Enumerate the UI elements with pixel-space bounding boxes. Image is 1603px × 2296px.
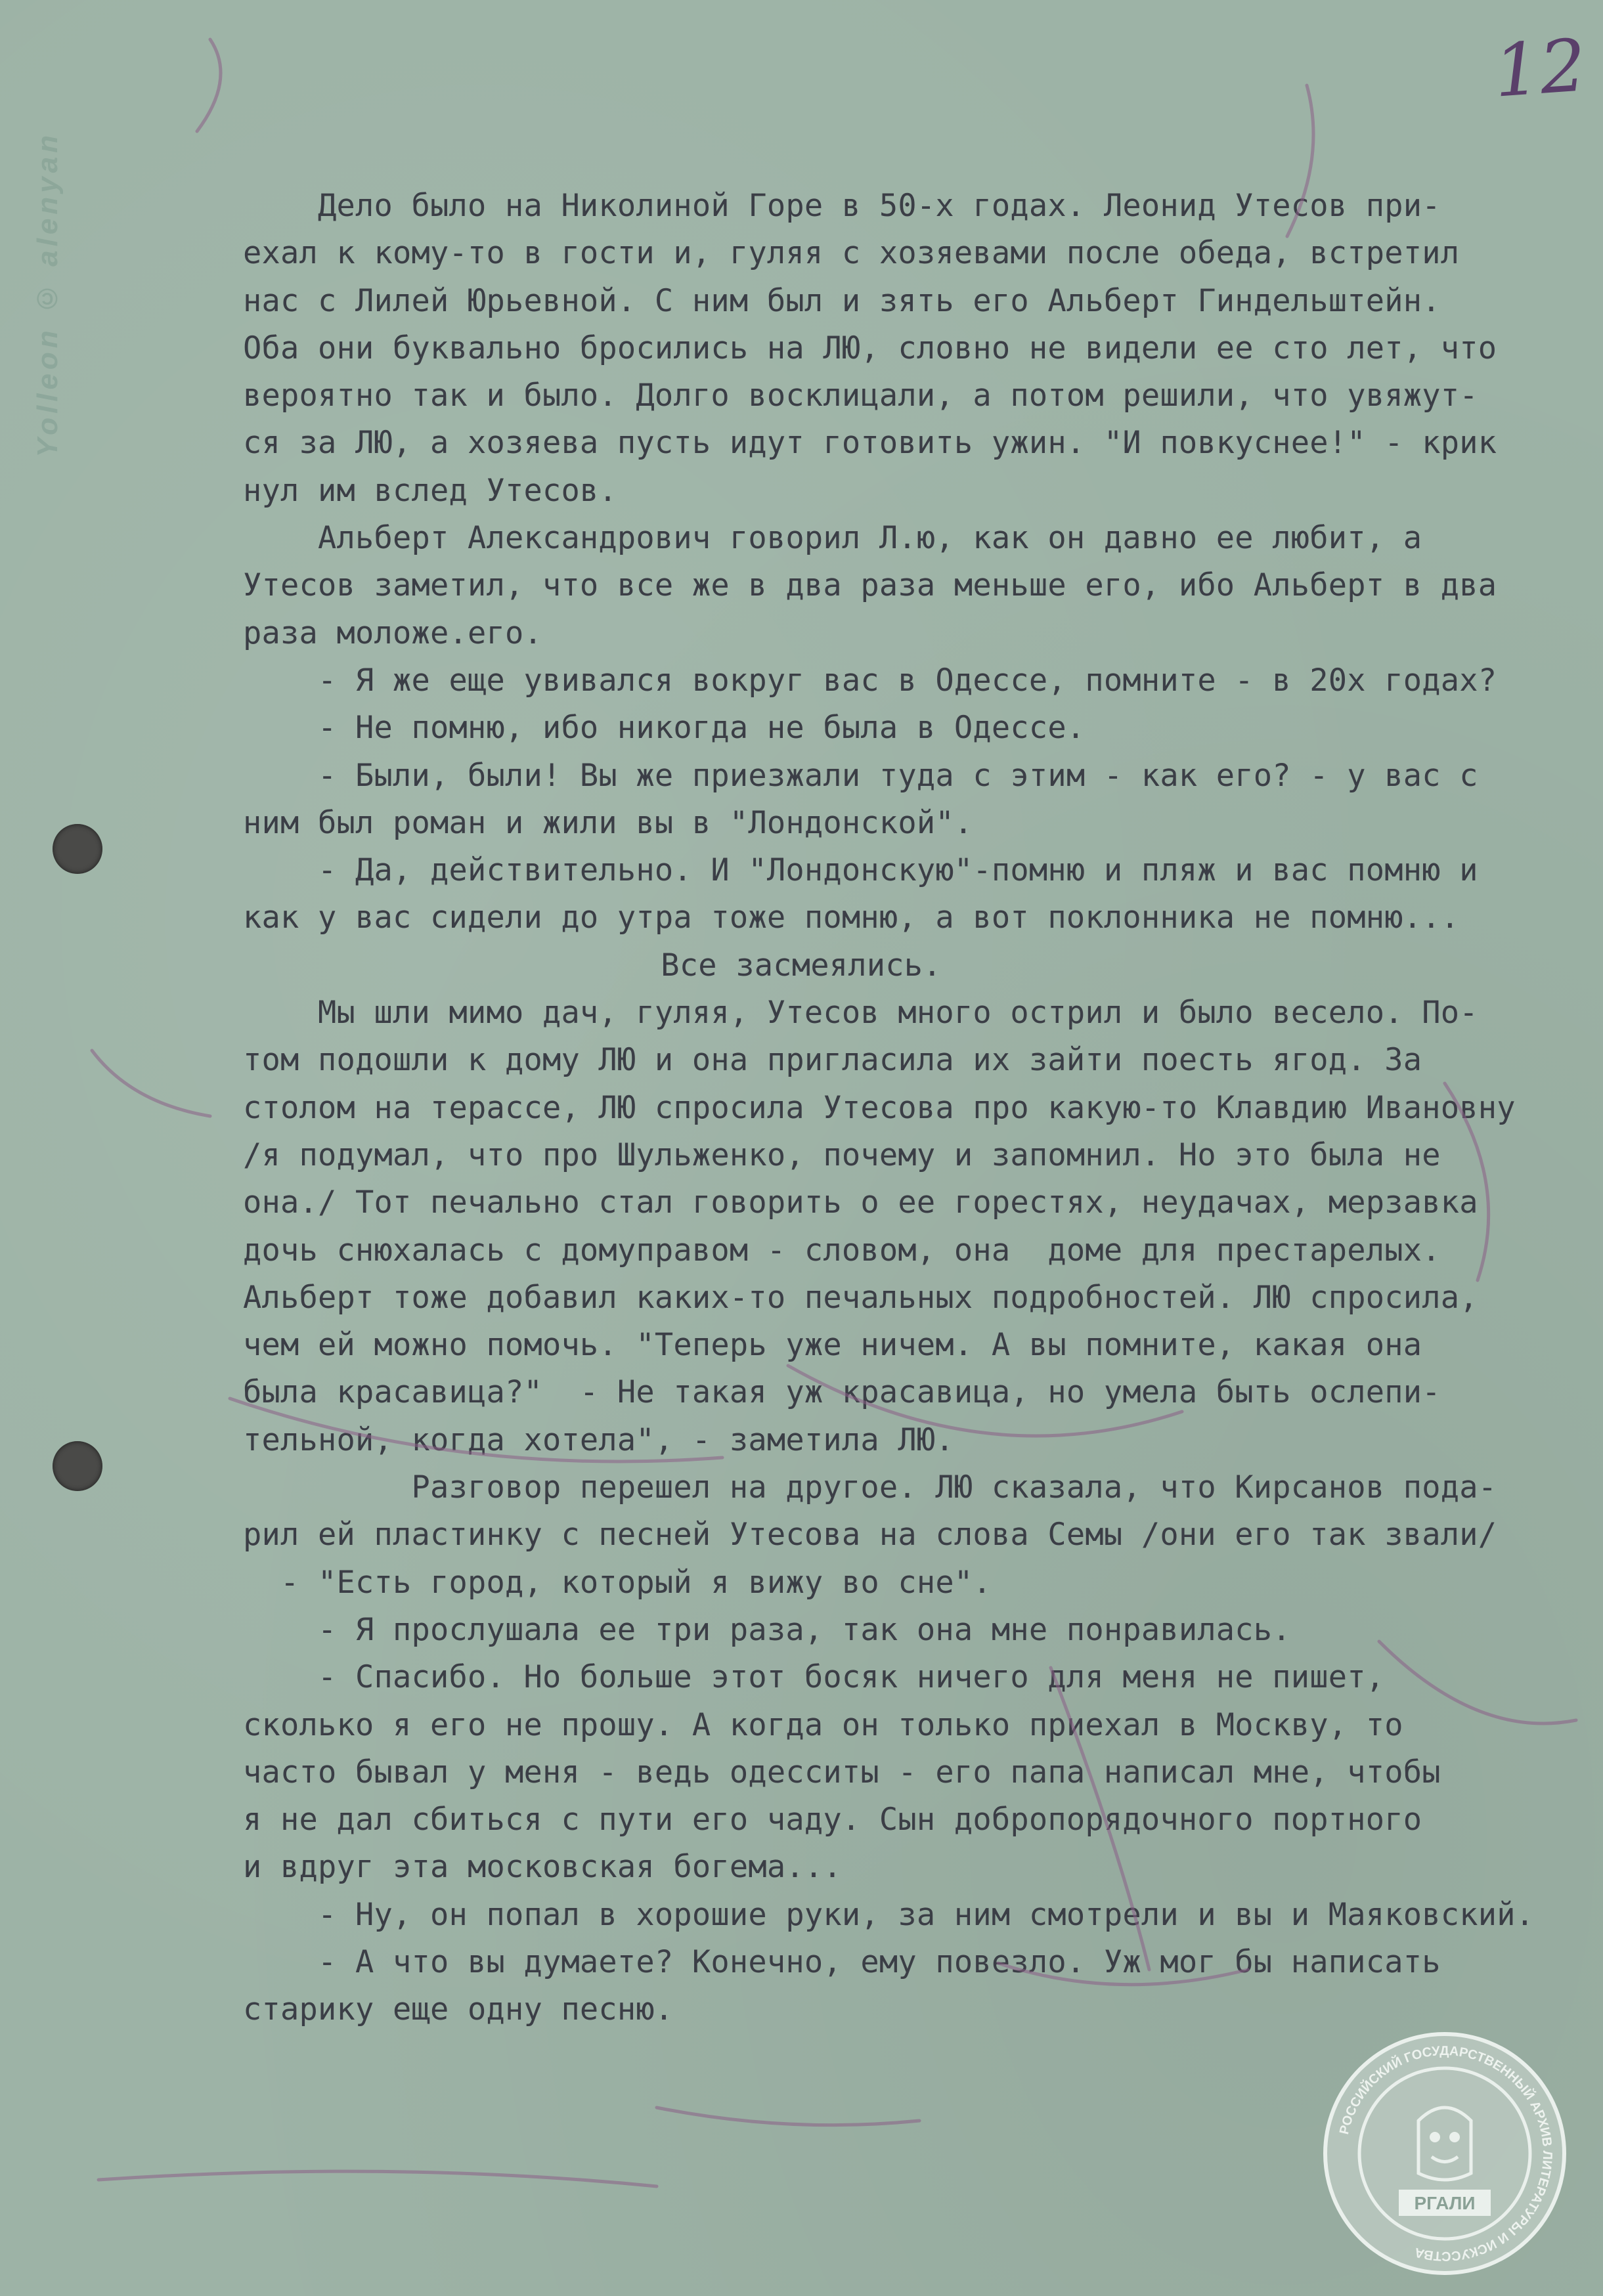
archive-stamp-seal [1320,2029,1570,2278]
text-line: - Я же еще увивался вокруг вас в Одессе, помните - в 20х годах? [243,662,1497,699]
stamp-label: РГАЛИ [1414,2193,1476,2213]
text-line: нас с Лилей Юрьевной. С ним был и зять его Альберт Гиндельштейн. [243,282,1441,319]
text-line: Утесов заметил, что все же в два раза меньше его, ибо Альберт в два [243,567,1497,604]
text-line: ся за ЛЮ, а хозяева пусть идут готовить ужин. "И повкуснее!" - крик [243,425,1497,462]
text-line: тельной, когда хотела", - заметила ЛЮ. [243,1421,954,1458]
text-line: - Спасибо. Но больше этот босяк ничего для меня не пишет, [243,1659,1385,1696]
text-line: /я подумал, что про Шульженко, почему и запомнил. Но это была не [243,1137,1441,1173]
text-line: чем ей можно помочь. "Теперь уже ничем. А вы помните, какая она [243,1327,1422,1364]
text-line: Дело было на Николиной Горе в 50-х годах. Леонид Утесов при- [243,188,1441,224]
text-line: - "Есть город, который я вижу во сне". [243,1564,992,1601]
text-line: сколько я его не прошу. А когда он только приехал в Москву, то [243,1706,1403,1743]
text-line: я не дал сбиться с пути его чаду. Сын добропорядочного портного [243,1802,1422,1838]
text-line: - Ну, он попал в хорошие руки, за ним смотрели и вы и Маяковский. [243,1896,1535,1933]
text-line: том подошли к дому ЛЮ и она пригласила их зайти поесть ягод. За [243,1042,1422,1079]
punch-hole-top [53,824,102,874]
text-line: раза моложе.его. [243,615,542,651]
text-line: часто бывал у меня - ведь одесситы - его папа написал мне, чтобы [243,1754,1441,1790]
text-line-centered: Все засмеялись. [661,947,942,984]
text-line: и вдруг эта московская богема... [243,1849,842,1886]
text-line: - Были, были! Вы же приезжали туда с этим - как его? - у вас с [243,757,1478,794]
text-line: столом на терассе, ЛЮ спросила Утесова про какую-то Клавдию Ивановну [243,1089,1516,1126]
text-line: Мы шли мимо дач, гуляя, Утесов много острил и было весело. По- [243,995,1478,1031]
text-line: - А что вы думаете? Конечно, ему повезло. Уж мог бы написать [243,1943,1441,1980]
punch-hole-bottom [53,1441,102,1491]
text-line: она./ Тот печально стал говорить о ее горестях, неудачах, мерзавка [243,1184,1478,1221]
text-line: - Я прослушала ее три раза, так она мне понравилась. [243,1611,1291,1648]
page-number: 12 [1491,23,1589,114]
text-line: - Не помню, ибо никогда не была в Одессе. [243,710,1086,747]
typed-text-body [243,183,1583,2034]
stamp-ring-text: РОССИЙСКИЙ ГОСУДАРСТВЕННЫЙ АРХИВ ЛИТЕРАТУРЫ И ИСКУССТВА [1336,2043,1555,2264]
text-line: Альберт тоже добавил каких-то печальных подробностей. ЛЮ спросила, [243,1279,1478,1316]
text-line: Разговор перешел на другое. ЛЮ сказала, что Кирсанов пода- [243,1469,1497,1506]
text-line: Альберт Александрович говорил Л.ю, как он давно ее любит, а [243,520,1422,557]
text-line: нул им вслед Утесов. [243,472,617,509]
text-line: ехал к кому-то в гости и, гуляя с хозяевами после обеда, встретил [243,235,1460,272]
text-line: вероятно так и было. Долго восклицали, а потом решили, что увяжут- [243,378,1478,414]
text-line: ним был роман и жили вы в "Лондонской". [243,804,973,841]
text-line: Оба они буквально бросились на ЛЮ, словно не видели ее сто лет, что [243,330,1497,366]
text-line: была красавица?" - Не такая уж красавица, но умела быть ослепи- [243,1374,1441,1411]
text-line: дочь снюхалась с домуправом - словом, она доме для престарелых. [243,1232,1441,1268]
text-line: рил ей пластинку с песней Утесова на слова Семы /они его так звали/ [243,1517,1497,1553]
text-line: старику еще одну песню. [243,1991,674,2028]
text-line: - Да, действительно. И "Лондонскую"-помню и пляж и вас помню и [243,852,1478,889]
watermark-text: Yolleon © alenyan [32,131,64,458]
text-line: как у вас сидели до утра тоже помню, а вот поклонника не помню... [243,899,1460,936]
